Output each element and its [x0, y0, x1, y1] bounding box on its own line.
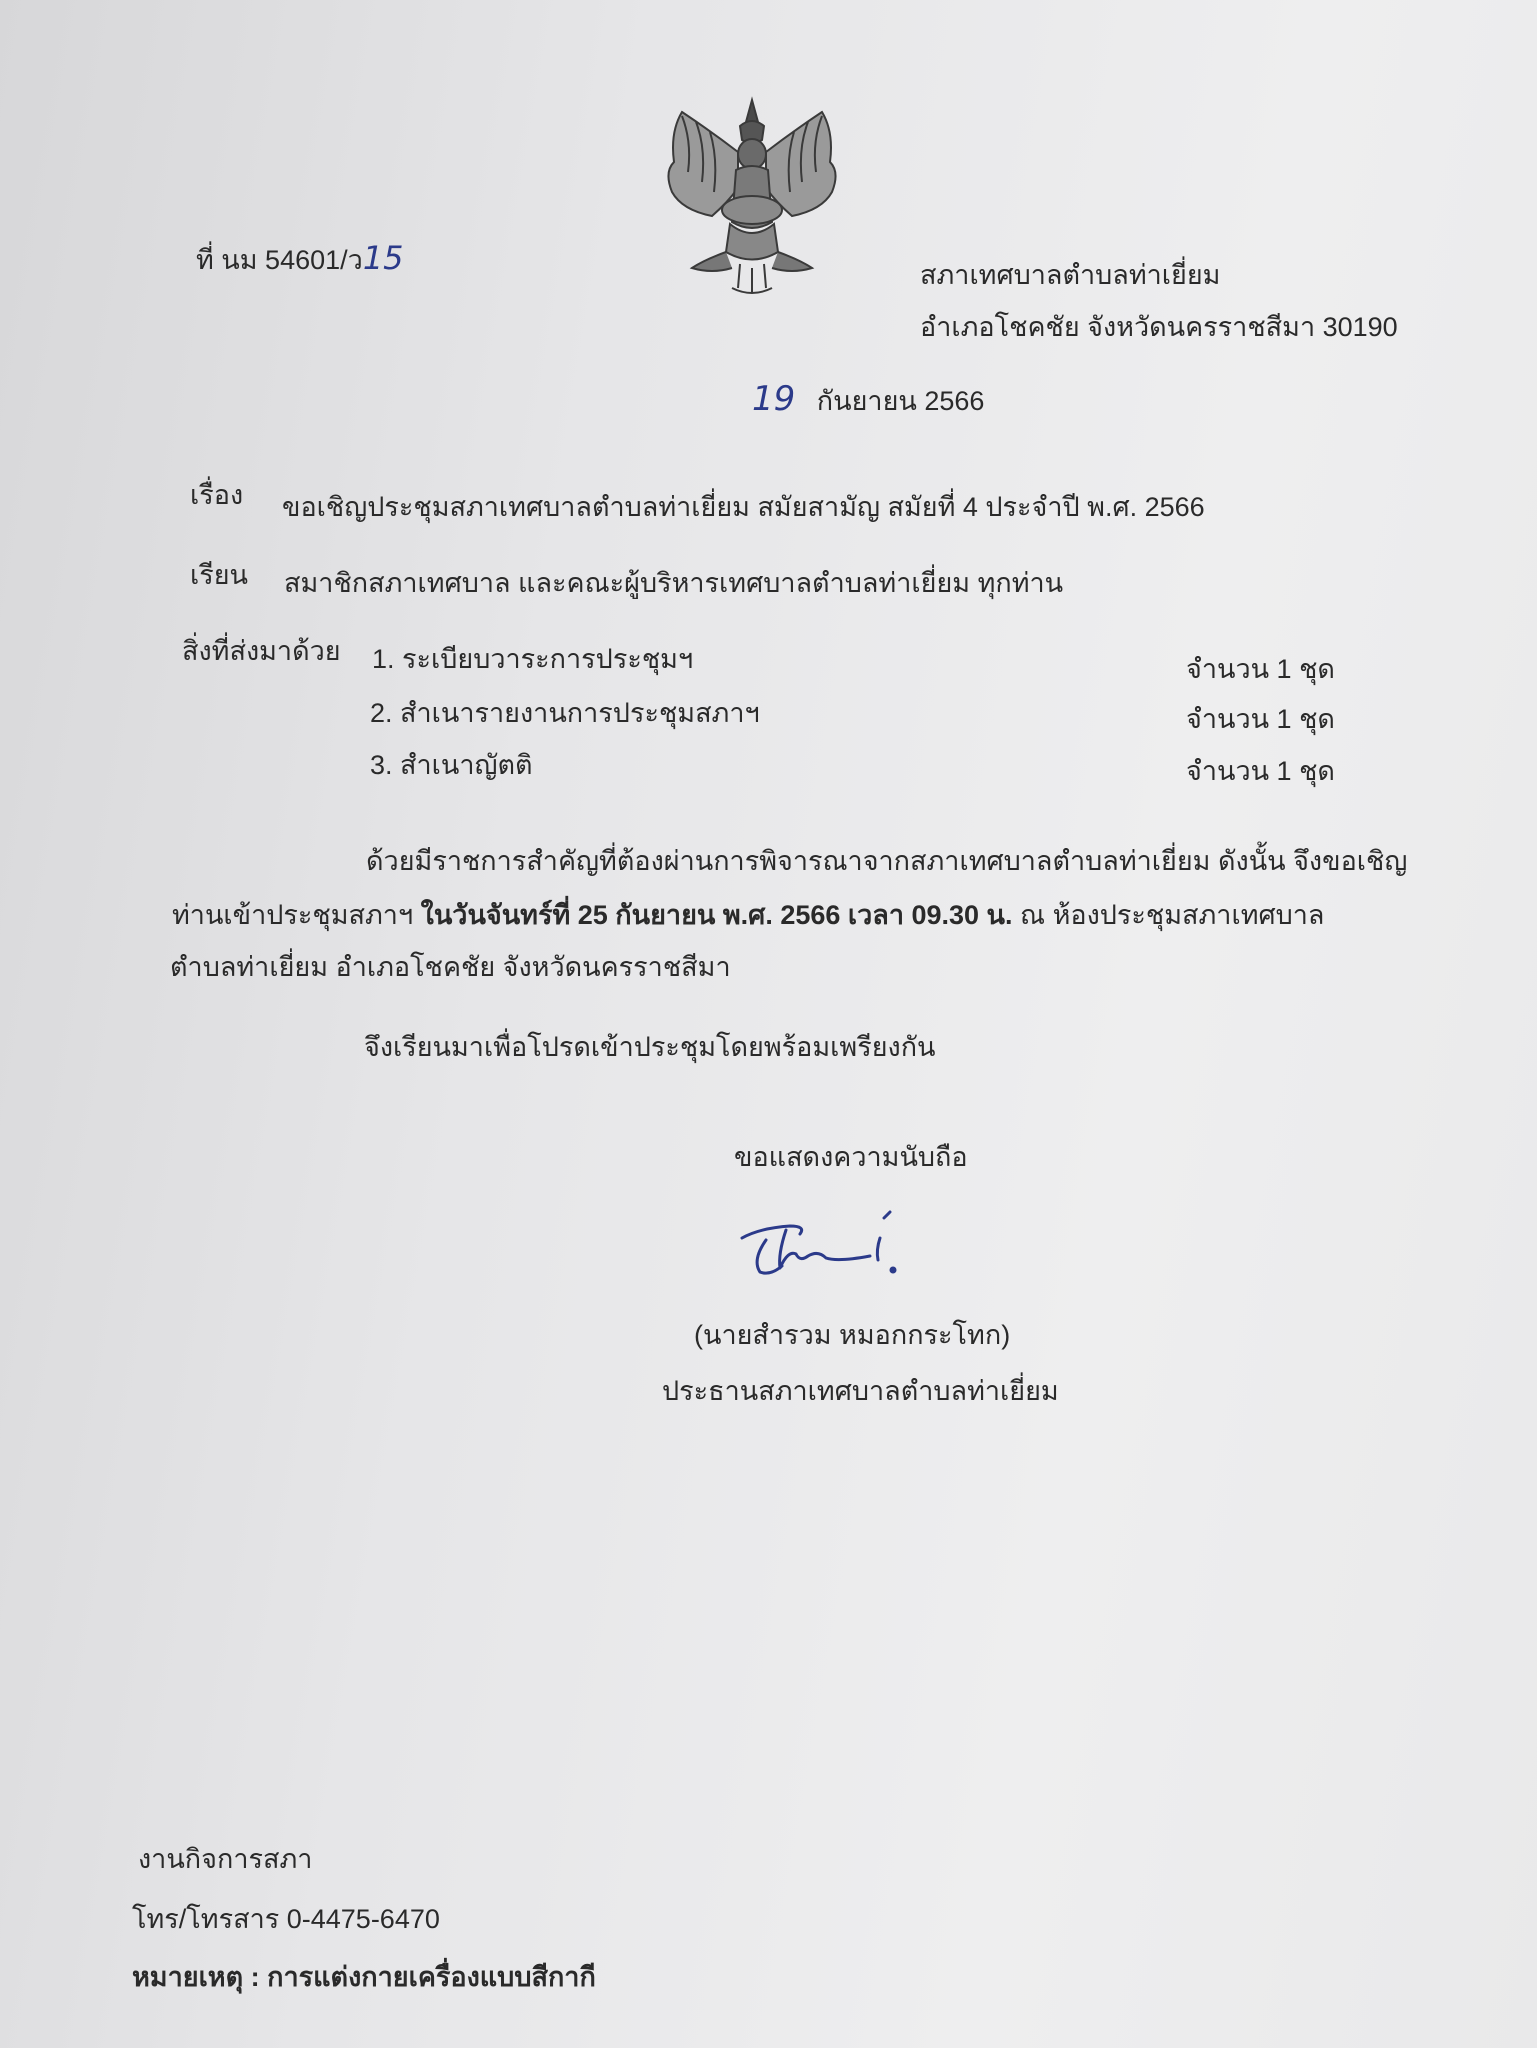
- enclosures-label: สิ่งที่ส่งมาด้วย: [182, 636, 341, 666]
- footer-phone: โทร/โทรสาร 0-4475-6470: [132, 1904, 440, 1934]
- signature-icon: [730, 1210, 940, 1290]
- letter-date: [752, 379, 985, 419]
- closing-paragraph: จึงเรียนมาเพื่อโปรดเข้าประชุมโดยพร้อมเพรียงกัน: [364, 1032, 936, 1062]
- enclosure-qty-1: จำนวน 1 ชุด: [1186, 654, 1335, 684]
- subject-label: เรื่อง: [190, 480, 244, 510]
- reference-handwritten-number: 15: [362, 239, 404, 277]
- signatory-position: ประธานสภาเทศบาลตำบลท่าเยี่ยม: [662, 1376, 1059, 1406]
- footer-note: หมายเหตุ : การแต่งกายเครื่องแบบสีกากี: [132, 1962, 596, 1992]
- regards: ขอแสดงความนับถือ: [734, 1142, 968, 1172]
- enclosure-item-3: 3. สำเนาญัตติ: [370, 750, 533, 780]
- signatory-name: (นายสำรวม หมอกกระโทก): [694, 1320, 1011, 1350]
- recipient-text: สมาชิกสภาเทศบาล และคณะผู้บริหารเทศบาลตำบลท่าเยี่ยม ทุกท่าน: [284, 568, 1064, 598]
- enclosure-item-2: 2. สำเนารายงานการประชุมสภาฯ: [370, 698, 760, 728]
- enclosure-qty-2: จำนวน 1 ชุด: [1186, 704, 1335, 734]
- reference-prefix: ที่ นม 54601/ว: [196, 245, 363, 275]
- body-line-2: [172, 902, 1324, 929]
- enclosure-item-1: 1. ระเบียบวาระการประชุมฯ: [372, 644, 694, 674]
- reference-number: [196, 239, 404, 277]
- office-address: อำเภอโชคชัย จังหวัดนครราชสีมา 30190: [920, 312, 1398, 342]
- office-name: สภาเทศบาลตำบลท่าเยี่ยม: [920, 260, 1221, 290]
- date-month-year: กันยายน 2566: [816, 386, 985, 416]
- subject-text: ขอเชิญประชุมสภาเทศบาลตำบลท่าเยี่ยม สมัยสามัญ สมัยที่ 4 ประจำปี พ.ศ. 2566: [282, 492, 1205, 522]
- body-line-2-end: ณ ห้องประชุมสภาเทศบาล: [1012, 900, 1325, 930]
- footer-department: งานกิจการสภา: [138, 1844, 313, 1874]
- enclosure-qty-3: จำนวน 1 ชุด: [1186, 756, 1335, 786]
- recipient-label: เรียน: [190, 560, 249, 590]
- body-line-2-start: ท่านเข้าประชุมสภาฯ: [172, 900, 421, 930]
- body-line-3: ตำบลท่าเยี่ยม อำเภอโชคชัย จังหวัดนครราชสีมา: [170, 952, 731, 982]
- date-day-handwritten: 19: [752, 379, 796, 419]
- garuda-emblem-icon: [652, 92, 852, 302]
- meeting-datetime: ในวันจันทร์ที่ 25 กันยายน พ.ศ. 2566 เวลา 09.30 น.: [420, 900, 1013, 930]
- body-line-1: ด้วยมีราชการสำคัญที่ต้องผ่านการพิจารณาจากสภาเทศบาลตำบลท่าเยี่ยม ดังนั้น จึงขอเชิญ: [366, 846, 1408, 876]
